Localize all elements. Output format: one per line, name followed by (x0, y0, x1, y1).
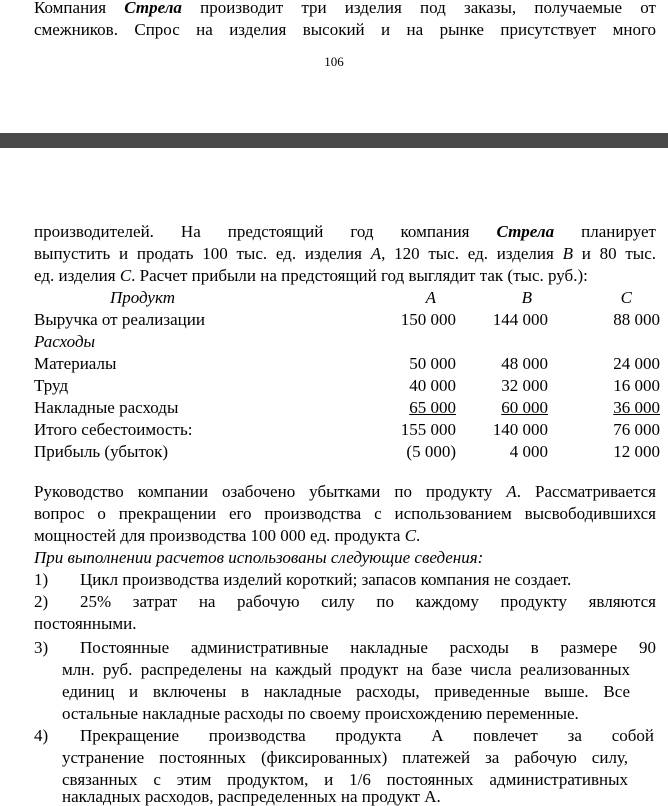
text-line: ед. изделия С. Расчет прибыли на предстоящий год выглядит так (тыс. руб.): (34, 266, 588, 285)
list-item: 2) 25% затрат на рабочую силу по каждому продукту являются (34, 592, 656, 611)
text-line: Руководство компании озабочено убытками по продукту А. Рассматривается (34, 482, 656, 501)
list-item-cont: остальные накладные расходы по своему происхождению переменные. (62, 704, 579, 723)
text-line: Компания Стрела производит три изделия под заказы, получаемые от (34, 0, 656, 17)
text-line: смежников. Спрос на изделия высокий и на рынке присутствует много (34, 20, 656, 39)
list-item-cont: млн. руб. распределены на каждый продукт на базе числа реализованных (62, 660, 630, 679)
section-heading: При выполнении расчетов использованы следующие сведения: (34, 548, 484, 567)
table-row: Накладные расходы 65 000 60 000 36 000 (34, 398, 660, 417)
table-row: Выручка от реализации 150 000 144 000 88 000 (34, 310, 660, 329)
company-name: Стрела (124, 0, 182, 17)
text-line: производителей. На предстоящий год компания Стрела планирует (34, 222, 656, 241)
text-line: вопрос о прекращении его производства с использованием высвободившихся (34, 504, 656, 523)
table-row: Расходы (34, 332, 96, 351)
company-name: Стрела (496, 222, 555, 241)
list-item-cont: устранение постоянных (фиксированных) платежей за рабочую силу, (62, 748, 628, 767)
list-item: 4) Прекращение производства продукта А повлечет за собой (34, 726, 654, 745)
text-line: мощностей для производства 100 000 ед. продукта С. (34, 526, 421, 545)
text-line: выпустить и продать 100 тыс. ед. изделия А, 120 тыс. ед. изделия В и 80 тыс. (34, 244, 656, 263)
page-divider (0, 133, 668, 148)
page-top (0, 0, 668, 133)
table-row: Прибыль (убыток) (5 000) 4 000 12 000 (34, 442, 660, 461)
table-header-row: Продукт А В С (110, 288, 632, 307)
table-row: Труд 40 000 32 000 16 000 (34, 376, 660, 395)
page-bottom (0, 148, 668, 806)
list-item-cont: накладных расходов, распределенных на продукт А. (62, 787, 441, 806)
list-item: 3) Постоянные административные накладные расходы в размере 90 (34, 638, 656, 657)
list-item-cont: единиц и включены в накладные расходы, приведенные выше. Все (62, 682, 630, 701)
list-item-cont: постоянными. (34, 614, 137, 633)
profit-table (34, 287, 660, 463)
list-item-cont: связанных с этим продуктом, и 1/6 постоянных административных (62, 770, 628, 789)
page-number: 106 (324, 54, 344, 69)
list-item: 1) Цикл производства изделий короткий; запасов компания не создает. (34, 570, 572, 589)
table-row: Итого себестоимость: 155 000 140 000 76 000 (34, 420, 660, 439)
table-row: Материалы 50 000 48 000 24 000 (34, 354, 660, 373)
